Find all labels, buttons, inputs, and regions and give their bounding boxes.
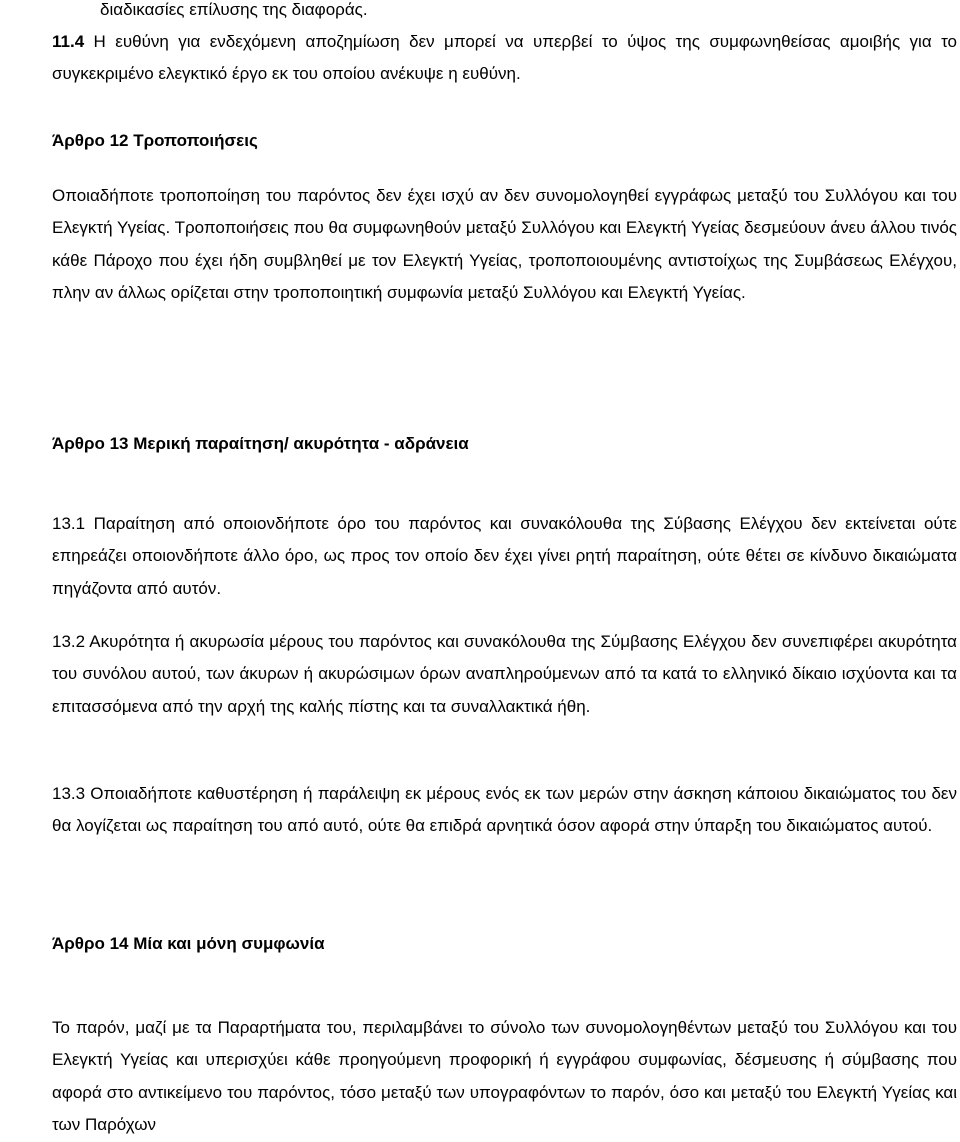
clause-13-2: 13.2 Ακυρότητα ή ακυρωσία μέρους του παρόντος και συνακόλουθα της Σύμβασης Ελέγχου δεν συνεπιφέρει ακυρότητα του συνόλου αυτού, των άκυρων ή ακυρώσιμων όρων αναπληρούμενων από τα κατά το ελληνικό δίκαιο ισχύοντα και τα επιτασσόμενα από την αρχή της καλής πίστης και τα συναλλακτικά ήθη. xyxy=(52,632,957,716)
article-12-heading: Άρθρο 12 Τροποποιήσεις xyxy=(52,131,258,150)
clause-11-4 xyxy=(52,26,957,91)
clause-13-1: 13.1 Παραίτηση από οποιονδήποτε όρο του παρόντος και συνακόλουθα της Σύβασης Ελέγχου δεν εκτείνεται ούτε επηρεάζει οποιονδήποτε άλλο όρο, ως προς τον οποίο δεν έχει γίνει ρητή παραίτηση, ούτε θέτει σε κίνδυνο δικαιώματα πηγάζοντα από αυτόν. xyxy=(52,514,957,598)
article-14-heading: Άρθρο 14 Μία και μόνη συμφωνία xyxy=(52,934,325,953)
top-fragment-line xyxy=(52,0,957,26)
top-fragment-text: διαδικασίες επίλυσης της διαφοράς. xyxy=(100,0,368,19)
article-14-body: Το παρόν, μαζί με τα Παραρτήματα του, περιλαμβάνει το σύνολο των συνομολογηθέντων μεταξύ του Συλλόγου και του Ελεγκτή Υγείας και υπερισχύει κάθε προηγούμενη προφορική ή εγγράφου συμφωνίας, δέσμευσης ή σύμβασης που αφορά στο αντικείμενο του παρόντος, τόσο μεταξύ των υπογραφόντων το παρόν, όσο και μεταξύ του Ελεγκτή Υγείας και των Παρόχων xyxy=(52,1018,957,1135)
clause-11-4-number: 11.4 xyxy=(52,32,85,51)
article-13-heading: Άρθρο 13 Μερική παραίτηση/ ακυρότητα - αδράνεια xyxy=(52,434,469,453)
article-12-body: Οποιαδήποτε τροποποίηση του παρόντος δεν έχει ισχύ αν δεν συνομολογηθεί εγγράφως μεταξύ του Συλλόγου και του Ελεγκτή Υγείας. Τροποποιήσεις που θα συμφωνηθούν μεταξύ Συλλόγου και Ελεγκτή Υγείας δεσμεύουν άνευ άλλου τινός κάθε Πάροχο που έχει ήδη συμβληθεί με τον Ελεγκτή Υγείας, τροποποιουμένης αντιστοίχως της Συμβάσεως Ελέγχου, πλην αν άλλως ορίζεται στην τροποποιητική συμφωνία μεταξύ Συλλόγου και Ελεγκτή Υγείας. xyxy=(52,186,957,303)
clause-13-3: 13.3 Οποιαδήποτε καθυστέρηση ή παράλειψη εκ μέρους ενός εκ των μερών στην άσκηση κάποιου δικαιώματος του δεν θα λογίζεται ως παραίτηση του από αυτό, ούτε θα επιδρά αρνητικά όσον αφορά στην ύπαρξη του δικαιώματος αυτού. xyxy=(52,784,957,836)
clause-11-4-text: Η ευθύνη για ενδεχόμενη αποζημίωση δεν μπορεί να υπερβεί το ύψος της συμφωνηθείσας αμοιβής για το συγκεκριμένο ελεγκτικό έργο εκ του οποίου ανέκυψε η ευθύνη. xyxy=(52,32,957,84)
